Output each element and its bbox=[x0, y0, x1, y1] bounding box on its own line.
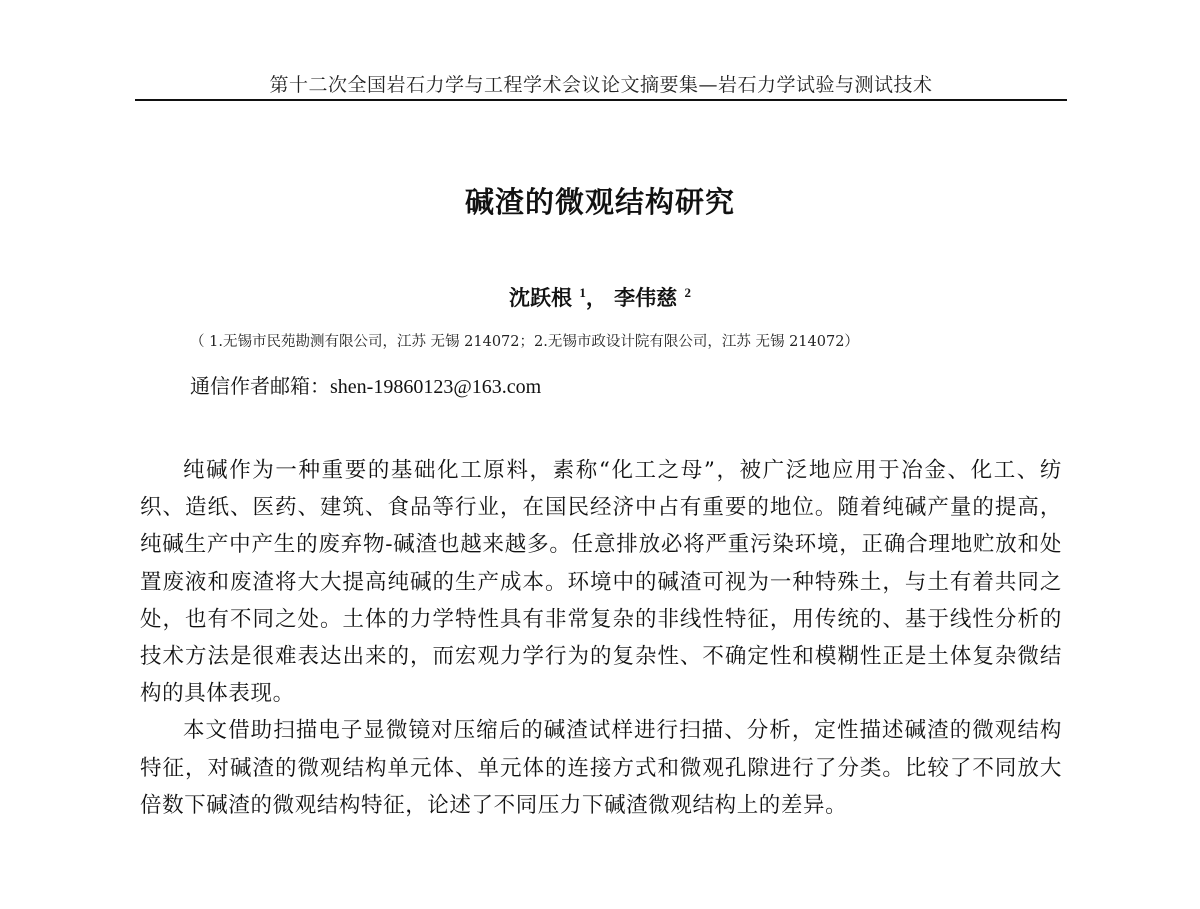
author-line bbox=[0, 282, 1200, 312]
paragraph: 本文借助扫描电子显微镜对压缩后的碱渣试样进行扫描、分析，定性描述碱渣的微观结构特征，对碱渣的微观结构单元体、单元体的连接方式和微观孔隙进行了分类。比较了不同放大倍数下碱渣的微观结构特征，论述了不同压力下碱渣微观结构上的差异。 bbox=[140, 718, 1062, 818]
email-label: 通信作者邮箱： bbox=[190, 374, 330, 398]
affiliation-line: （ 1.无锡市民苑勘测有限公司，江苏 无锡 214072；2.无锡市政设计院有限公司，江苏 无锡 214072） bbox=[190, 334, 859, 350]
abstract-body bbox=[140, 452, 1062, 824]
author-affiliation-mark: 1 bbox=[579, 285, 586, 300]
author-name: 李伟慈 bbox=[614, 286, 678, 310]
author-name: 沈跃根 bbox=[509, 286, 573, 310]
author-separator: ， bbox=[585, 286, 607, 310]
email-address: shen-19860123@163.com bbox=[330, 376, 542, 398]
running-header: 第十二次全国岩石力学与工程学术会议论文摘要集—岩石力学试验与测试技术 bbox=[269, 74, 933, 96]
corresponding-email bbox=[190, 370, 541, 399]
header-rule bbox=[135, 99, 1067, 101]
article-title: 碱渣的微观结构研究 bbox=[464, 185, 735, 219]
author-affiliation-mark: 2 bbox=[684, 285, 691, 300]
paragraph: 纯碱作为一种重要的基础化工原料，素称“化工之母”，被广泛地应用于冶金、化工、纺织、造纸、医药、建筑、食品等行业，在国民经济中占有重要的地位。随着纯碱产量的提高，纯碱生产中产生的废弃物-碱渣也越来越多。任意排放必将严重污染环境，正确合理地贮放和处置废液和废渣将大大提高纯碱的生产成本。环境中的碱渣可视为一种特殊土，与土有着共同之处，也有不同之处。土体的力学特性具有非常复杂的非线性特征，用传统的、基于线性分析的技术方法是很难表达出来的，而宏观力学行为的复杂性、不确定性和模糊性正是土体复杂微结构的具体表现。 bbox=[140, 458, 1062, 707]
